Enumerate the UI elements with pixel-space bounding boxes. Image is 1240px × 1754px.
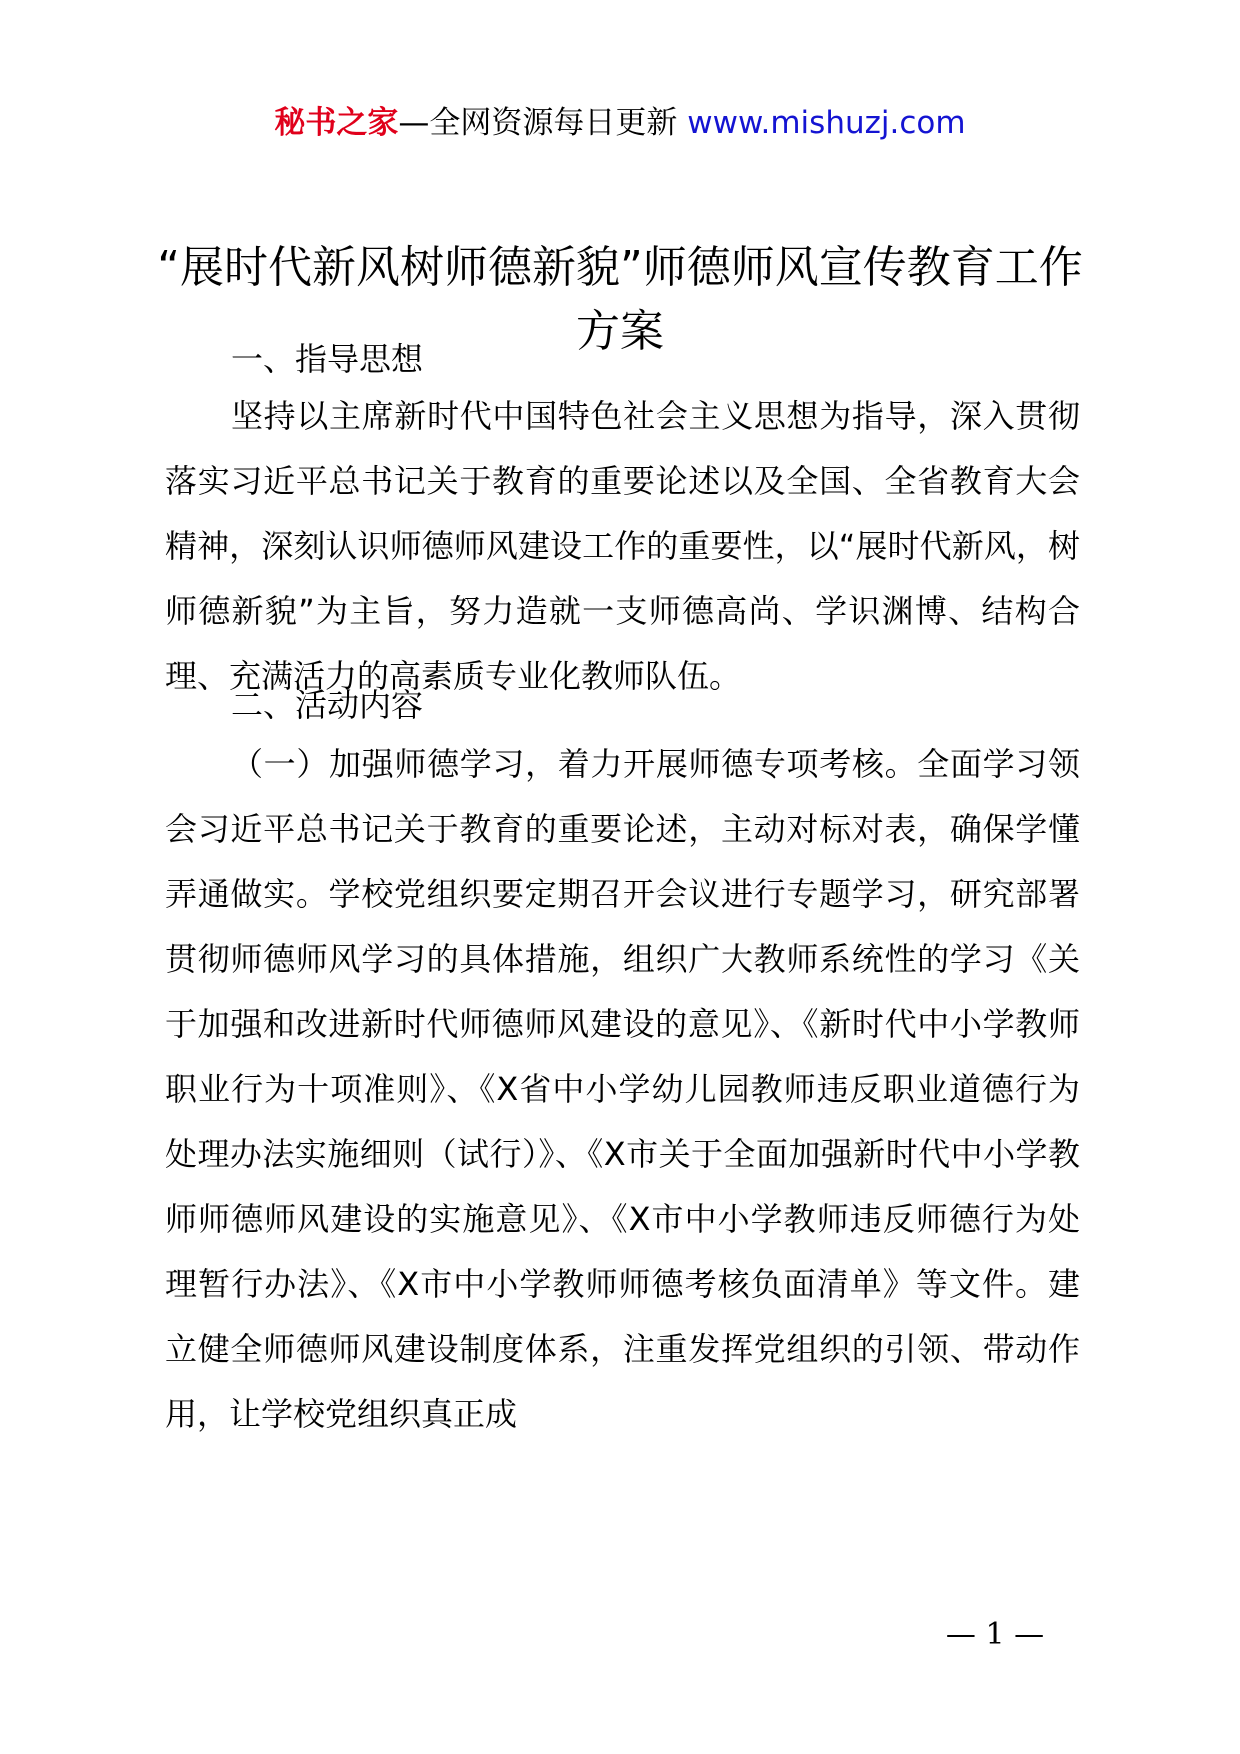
document-title: “展时代新风树师德新貌”师德师风宣传教育工作方案 (157, 242, 1083, 357)
site-tagline: —全网资源每日更新 (398, 105, 678, 141)
page-number: — 1 — (945, 1617, 1045, 1652)
site-brand: 秘书之家 (274, 105, 399, 141)
section-heading-guiding-ideology: 一、指导思想 (231, 340, 424, 378)
section-paragraph-guiding-ideology: 坚持以主席新时代中国特色社会主义思想为指导，深入贯彻落实习近平总书记关于教育的重要论述以及全国、全省教育大会精神，深刻认识师德师风建设工作的重要性，以“展时代新风，树师德新貌”为主旨，努力造就一支师德高尚、学识渊博、结构合理、充满活力的高素质专业化教师队伍。 (165, 397, 1080, 695)
section-paragraph-activity-content: （一）加强师德学习，着力开展师德专项考核。全面学习领会习近平总书记关于教育的重要论述，主动对标对表，确保学懂弄通做实。学校党组织要定期召开会议进行专题学习，研究部署贯彻师德师风学习的具体措施，组织广大教师系统性的学习《关于加强和改进新时代师德师风建设的意见》、《新时代中小学教师职业行为十项准则》、《X省中小学幼儿园教师违反职业道德行为处理办法实施细则（试行）》、《X市关于全面加强新时代中小学教师师德师风建设的实施意见》、《X市中小学教师违反师德行为处理暂行办法》、《X市中小学教师师德考核负面清单》等文件。建立健全师德师风建设制度体系，注重发挥党组织的引领、带动作用，让学校党组织真正成 (165, 745, 1080, 1433)
section-heading-activity-content: 二、活动内容 (231, 686, 424, 724)
site-header-banner (0, 100, 1240, 146)
site-url-link[interactable]: www.mishuzj.com (687, 105, 966, 141)
